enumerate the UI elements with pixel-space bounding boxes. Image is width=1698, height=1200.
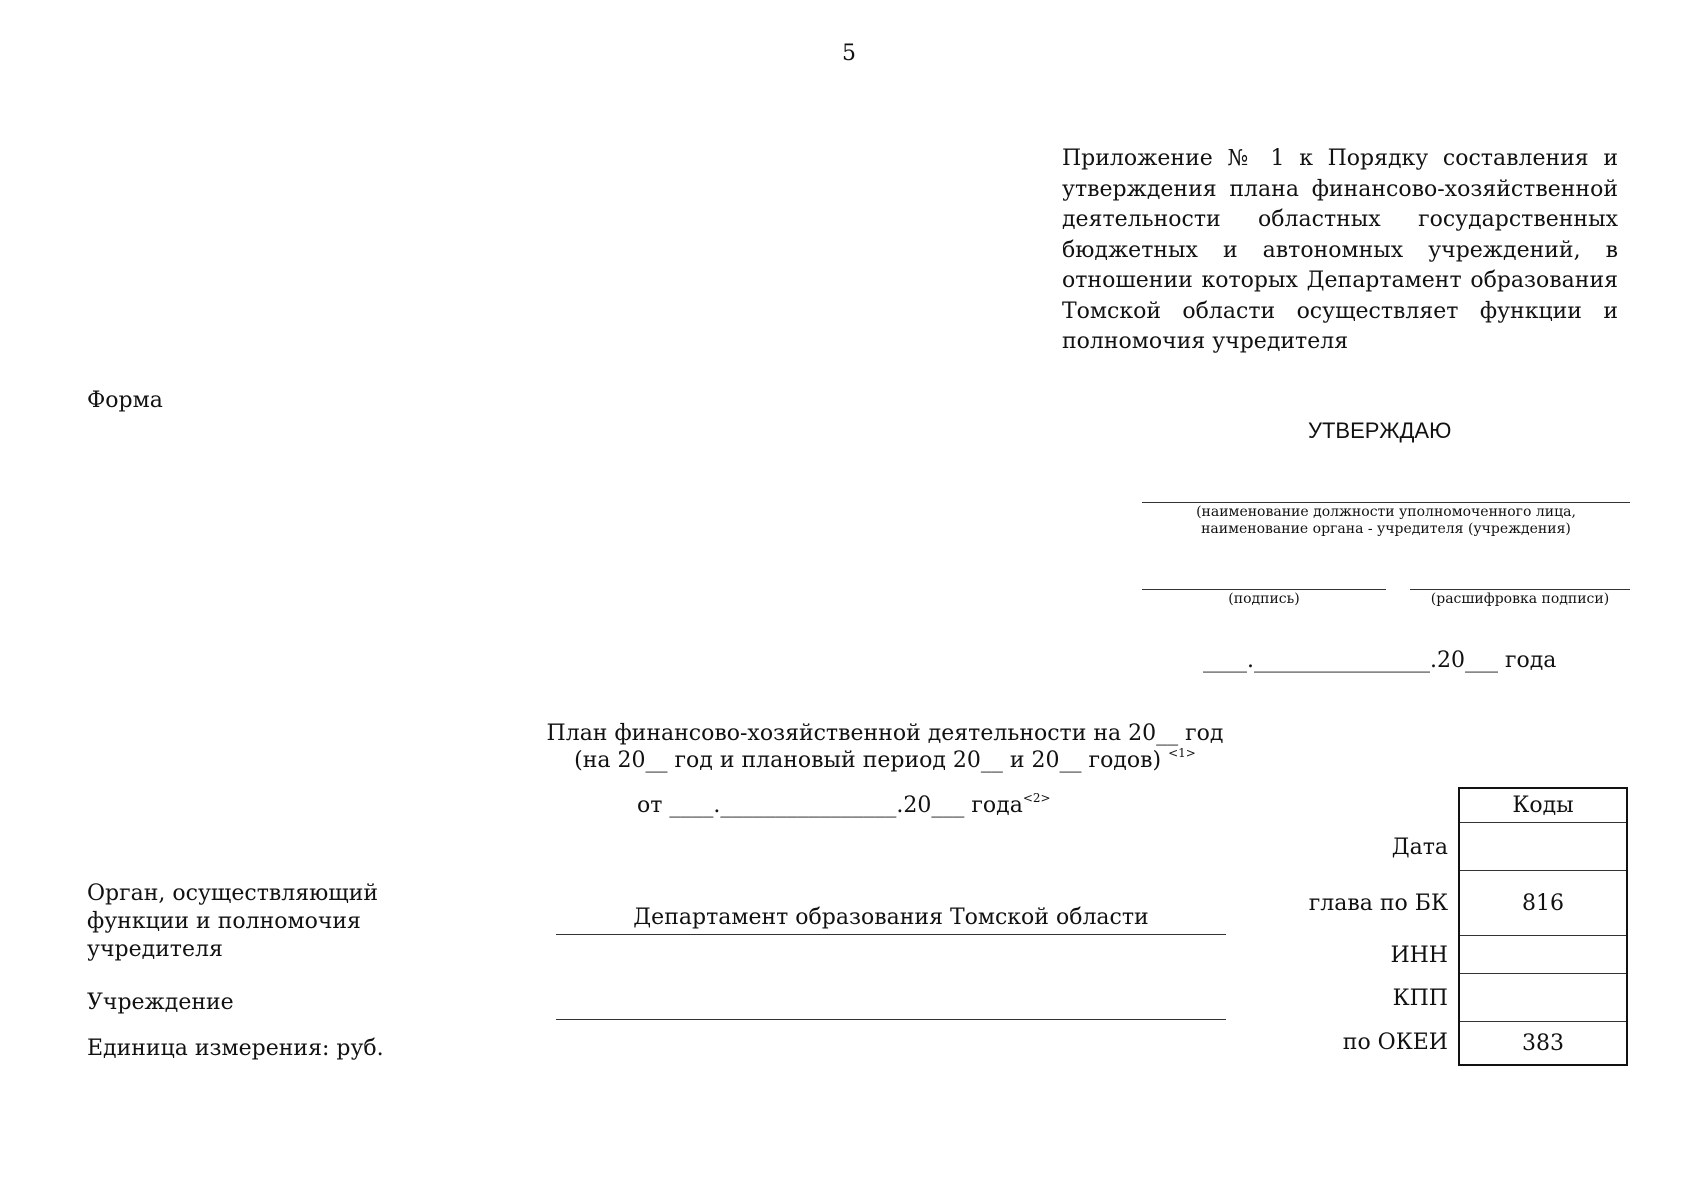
footnote-ref-2: <2> [1022, 791, 1051, 805]
approval-date: ____.________________.20___ года [1203, 648, 1557, 673]
signature-line [1142, 589, 1386, 590]
plan-date [637, 793, 1051, 818]
approve-heading: УТВЕРЖДАЮ [1308, 418, 1452, 443]
code-label-kpp: КПП [1392, 986, 1448, 1011]
signature-decode-caption: (расшифровка подписи) [1430, 591, 1610, 607]
code-label-inn: ИНН [1390, 943, 1448, 968]
code-label-bk: глава по БК [1308, 891, 1448, 916]
codes-table [1458, 787, 1628, 1066]
institution-line [556, 1019, 1226, 1020]
code-value-inn [1460, 936, 1626, 974]
organ-label: Орган, осуществляющий функции и полномочия учредителя [87, 881, 379, 962]
signature-decode-line [1410, 589, 1630, 590]
organ-value-line [556, 934, 1226, 935]
code-value-date [1460, 823, 1626, 871]
plan-title-line2 [520, 747, 1250, 774]
code-label-okei: по ОКЕИ [1342, 1030, 1448, 1055]
footnote-ref-1: <1> [1168, 746, 1196, 760]
unit-label: Единица измерения: руб. [87, 1036, 384, 1061]
approver-position-caption: (наименование должности уполномоченного лица, наименование органа - учредителя (учреждения) [1196, 504, 1576, 537]
plan-date-text: от ____.________________.20___ года [637, 793, 1023, 818]
institution-label: Учреждение [87, 990, 234, 1015]
plan-title [520, 720, 1250, 774]
code-value-bk: 816 [1460, 871, 1626, 936]
code-value-kpp [1460, 974, 1626, 1022]
signature-caption: (подпись) [1228, 591, 1300, 607]
page-number: 5 [842, 41, 856, 66]
approver-position-line [1142, 502, 1630, 503]
plan-title-line2-text: (на 20__ год и плановый период 20__ и 20__ годов) [574, 748, 1162, 773]
appendix-reference: Приложение № 1 к Порядку составления и утверждения плана финансово-хозяйственной деятельности областных государственных бюджетных и автономных учреждений, в отношении которых Департамент образования Томской области осуществляет функции и полномочия учредителя [1062, 146, 1618, 354]
form-label: Форма [87, 388, 163, 413]
code-label-date: Дата [1391, 835, 1448, 860]
code-value-okei: 383 [1522, 1030, 1564, 1056]
codes-header: Коды [1460, 789, 1626, 823]
plan-title-line1: План финансово-хозяйственной деятельности на 20__ год [546, 721, 1224, 746]
organ-value: Департамент образования Томской области [633, 905, 1149, 930]
